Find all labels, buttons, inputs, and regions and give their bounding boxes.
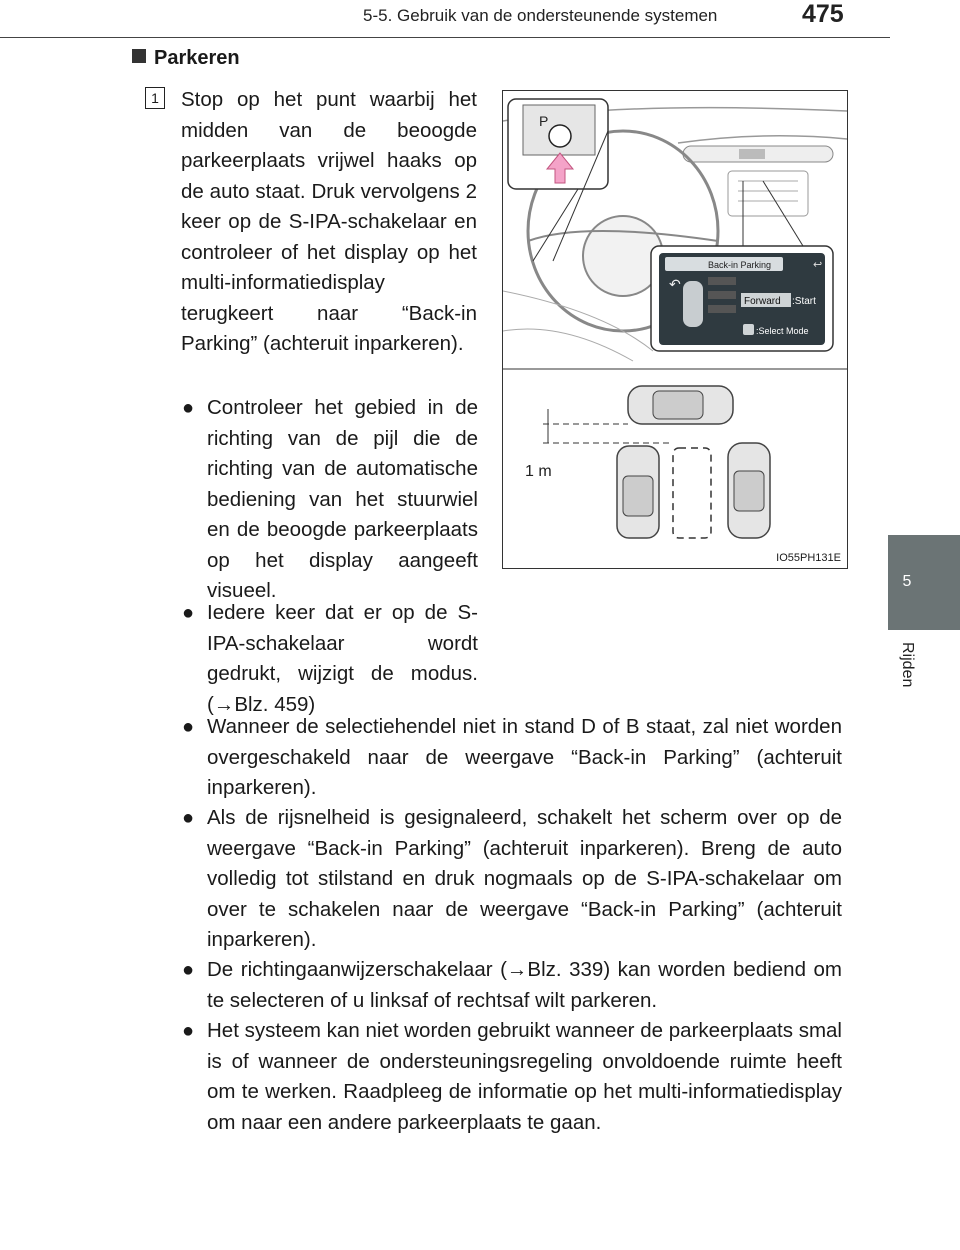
car-icon <box>683 281 703 327</box>
select-mode-label: :Select Mode <box>756 326 809 336</box>
start-label: :Start <box>792 296 816 307</box>
list-item <box>182 598 478 723</box>
switch-button <box>549 125 571 147</box>
chapter-label-wrap <box>888 630 928 730</box>
bullet-text: De richtingaanwijzerschakelaar (→Blz. 339) kan worden bediend om te selecteren of u linksaf of rechtsaf wilt parkeren. <box>207 958 842 1012</box>
step-number-badge: 1 <box>145 87 165 109</box>
own-car <box>628 386 733 424</box>
step-text: Stop op het punt waarbij het midden van de beoogde parkeerplaats vrijwel haaks op de auto staat. Druk vervolgens 2 keer op de S-IPA-schakelaar en controleer of het display op het multi-informatiedisplay terugkeert naar “Back-in Parking” (achteruit inparkeren). <box>181 88 477 355</box>
sensor-bar <box>708 305 736 313</box>
page-number: 475 <box>802 0 844 28</box>
chapter-tab <box>888 535 960 630</box>
screen-title: Back-in Parking <box>708 260 772 270</box>
figure-code: IO55PH131E <box>776 552 841 564</box>
forward-label: Forward <box>744 296 781 307</box>
square-bullet-icon <box>132 49 146 63</box>
dash-line <box>503 291 653 351</box>
sensor-bar <box>708 277 736 285</box>
parked-car-left <box>617 446 659 538</box>
section-title: Parkeren <box>132 47 240 70</box>
bullet-icon: ● <box>182 716 195 738</box>
back-icon: ↩ <box>813 259 823 271</box>
dash-line <box>503 329 633 361</box>
bullet-text: Het systeem kan niet worden gebruikt wanneer de parkeerplaats smal is of wanneer de ondersteuningsregeling onvoldoende ruimte heeft om te werken. Raadpleeg de informatie op het multi-informatiedisplay om naar een andere parkeerplaats te gaan. <box>207 1019 842 1134</box>
distance-label: 1 m <box>525 463 552 480</box>
bullet-text: Wanneer de selectiehendel niet in stand D of B staat, zal niet worden overgeschakeld naar de weergave “Back-in Parking” (achteruit inparkeren). <box>207 715 842 799</box>
bullet-icon: ● <box>182 397 195 419</box>
header-divider <box>0 37 890 38</box>
switch-letter: P <box>539 113 549 129</box>
target-parking-space <box>673 448 711 538</box>
callout-line <box>533 189 578 261</box>
illustration-svg <box>503 91 847 568</box>
list-item <box>182 393 478 602</box>
sensor-bar <box>708 291 736 299</box>
bullet-icon: ● <box>182 807 195 829</box>
bullet-text: Als de rijsnelheid is gesignaleerd, schakelt het scherm over op de weergave “Back-in Parking” (achteruit inparkeren). Breng de auto volledig tot stilstand en druk nogmaals op de S-IPA-schakelaar om over te schakelen naar de weergave “Back-in Parking” (achteruit inparkeren). <box>207 806 842 951</box>
bullet-text: Iedere keer dat er op de S-IPA-schakelaar wordt gedrukt, wijzigt de modus. (→Blz. 459) <box>207 601 478 716</box>
bullet-icon: ● <box>182 1020 195 1042</box>
chapter-number: 5 <box>902 573 912 590</box>
bullet-text: Controleer het gebied in de richting van de pijl die de richting van de automatische bediening van het stuurwiel en de beoogde parkeerplaats op het display aangeeft visueel. <box>207 396 478 602</box>
back-arrow-icon: ↶ <box>669 276 681 292</box>
chapter-label: Rijden <box>899 642 916 688</box>
bullet-icon: ● <box>182 959 195 981</box>
dashboard-line <box>678 136 847 143</box>
air-vent <box>728 171 808 216</box>
page-header <box>0 0 960 40</box>
parked-car-right <box>728 443 770 538</box>
mode-button-icon <box>743 324 754 335</box>
section-heading: 5-5. Gebruik van de ondersteunende systemen <box>363 6 718 25</box>
mirror-center <box>739 149 765 159</box>
bullet-icon: ● <box>182 602 195 624</box>
parking-illustration <box>502 90 848 569</box>
